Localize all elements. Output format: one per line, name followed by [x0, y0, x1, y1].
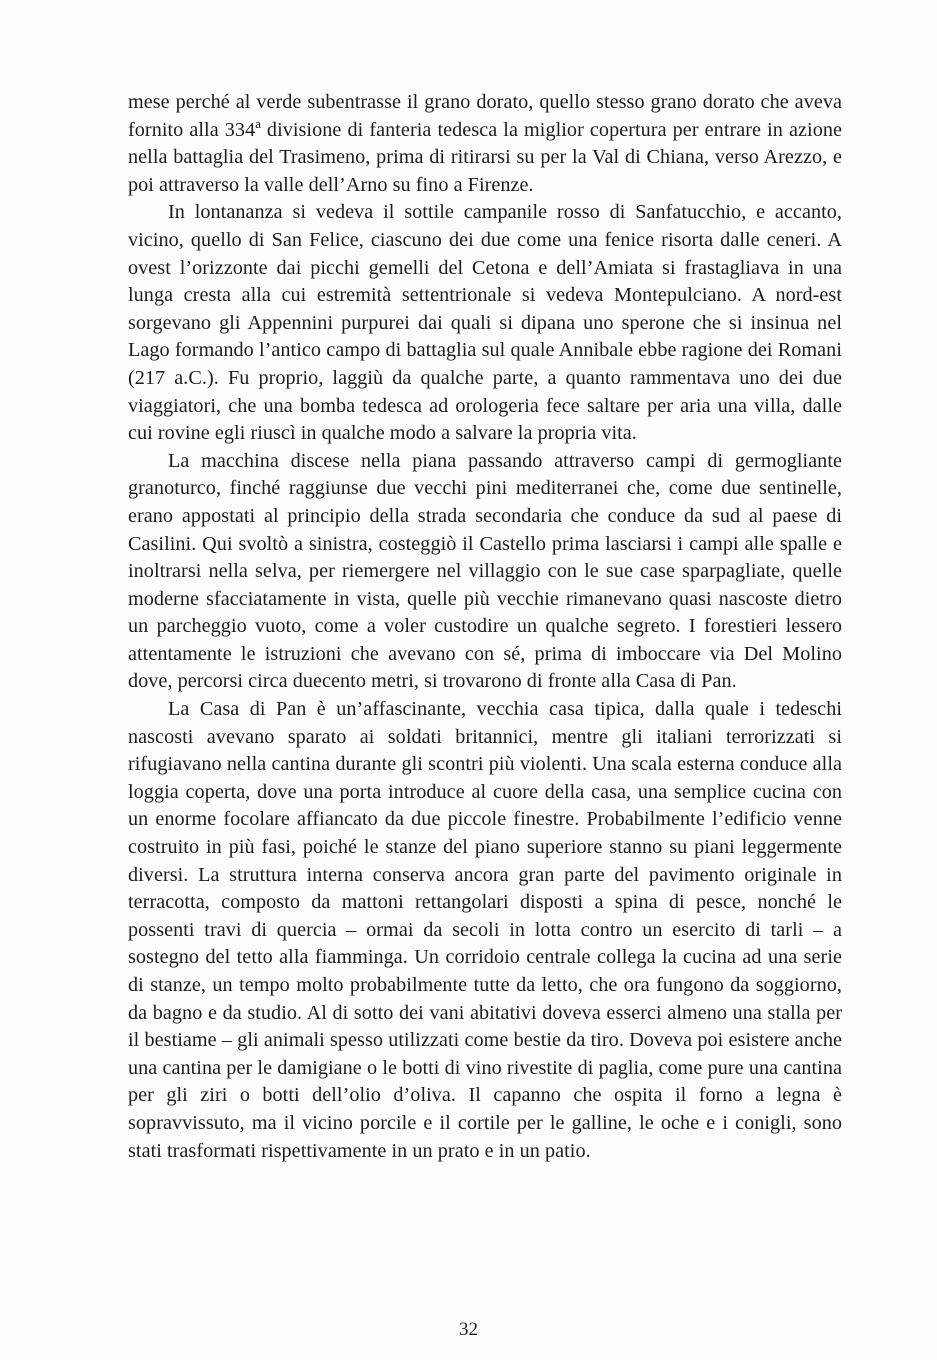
- body-text: [128, 89, 842, 1165]
- paragraph-2: In lontananza si vedeva il sottile campanile rosso di Sanfatucchio, e accanto, vicino, quello di San Felice, ciascuno dei due come una fenice risorta dalle ceneri. A ovest l’orizzonte dai picchi gemelli del Cetona e dell’Amiata si frastagliava in una lunga cresta alla cui estremità settentrionale si vedeva Montepulciano. A nord-est sorgevano gli Appennini purpurei dai quali si dipana uno sperone che si insinua nel Lago formando l’antico campo di battaglia sul quale Annibale ebbe ragione dei Romani (217 a.C.). Fu proprio, laggiù da qualche parte, a quanto rammentava uno dei due viaggiatori, che una bomba tedesca ad orologeria fece saltare per aria una villa, dalle cui rovine egli riuscì in qualche modo a salvare la propria vita.: [128, 201, 842, 445]
- paragraph-3: La macchina discese nella piana passando attraverso campi di germogliante granoturco, finché raggiunse due vecchi pini mediterranei che, come due sentinelle, erano appostati al principio della strada secondaria che conduce da sud al paese di Casilini. Qui svoltò a sinistra, costeggiò il Castello prima lasciarsi i campi alle spalle e inoltrarsi nella selva, per riemergere nel villaggio con le sue case sparpagliate, quelle moderne sfacciatamente in vista, quelle più vecchie rimanevano quasi nascoste dietro un parcheggio vuoto, come a voler custodire un qualche segreto. I forestieri lessero attentamente le istruzioni che avevano con sé, prima di imboccare via Del Molino dove, percorsi circa duecento metri, si trovarono di fronte alla Casa di Pan.: [128, 449, 842, 693]
- paragraph-4: La Casa di Pan è un’affascinante, vecchia casa tipica, dalla quale i tedeschi nascosti avevano sparato ai soldati britannici, mentre gli italiani terrorizzati si rifugiavano nella cantina durante gli scontri più violenti. Una scala esterna conduce alla loggia coperta, dove una porta introduce al cuore della casa, una semplice cucina con un enorme focolare affiancato da due piccole finestre. Probabilmente l’edificio venne costruito in più fasi, poiché le stanze del piano superiore stanno su piani leggermente diversi. La struttura interna conserva ancora gran parte del pavimento originale in terracotta, composto da mattoni rettangolari disposti a spina di pesce, nonché le possenti travi di quercia – ormai da secoli in lotta contro un esercito di tarli – a sostegno del tetto alla fiamminga. Un corridoio centrale collega la cucina ad una serie di stanze, un tempo molto probabilmente tutte da letto, che ora fungono da soggiorno, da bagno e da studio. Al di sotto dei vani abitativi doveva esserci almeno una stalla per il bestiame – gli animali spesso utilizzati come bestie da tiro. Doveva poi esistere anche una cantina per le damigiane o le botti di vino rivestite di paglia, come pure una cantina per gli ziri o botti dell’olio d’oliva. Il capanno che ospita il forno a legna è sopravvissuto, ma il vicino porcile e il cortile per le galline, le oche e i conigli, sono stati trasformati rispettivamente in un prato e in un patio.: [128, 698, 842, 1162]
- paragraph-1: mese perché al verde subentrasse il grano dorato, quello stesso grano dorato che aveva fornito alla 334ª divisione di fanteria tedesca la miglior copertura per entrare in azione nella battaglia del Trasimeno, prima di ritirarsi su per la Val di Chiana, verso Arezzo, e poi attraverso la valle dell’Arno su fino a Firenze.: [128, 91, 842, 196]
- page-number: 32: [459, 1319, 478, 1340]
